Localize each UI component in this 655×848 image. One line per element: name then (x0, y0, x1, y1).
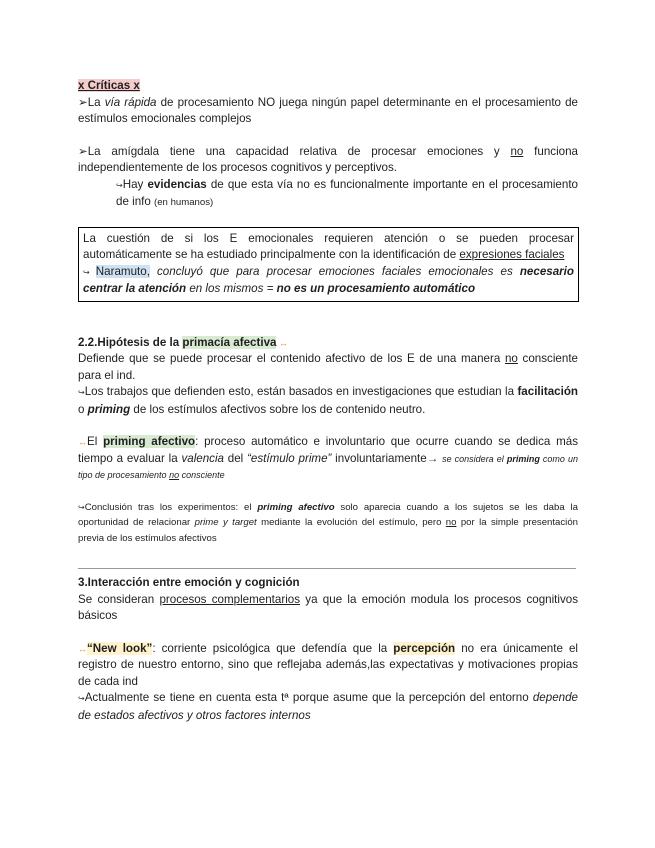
star-icon: ↔ (276, 337, 288, 348)
return-arrow-icon: ↪ (116, 180, 123, 190)
section-2-2-title: 2.2.Hipótesis de la primacía afectiva ↔ (78, 335, 288, 349)
section-3-paragraph-3: ↪Actualmente se tiene en cuenta esta tª porque asume que la percepción del entorno depende de estados afectivos y otros factores internos (78, 691, 578, 722)
section-divider (78, 568, 576, 569)
section-3-paragraph-2: ↔“New look”: corriente psicológica que defendía que la percepción no era únicamente el registro de nuestro entorno, sino que reflejaba además,las expectativas y motivaciones propias de cada ind (78, 641, 578, 688)
criticas-heading (78, 78, 578, 95)
section-2-2-paragraph-3: ↔El priming afectivo: proceso automático e involuntario que ocurre cuando se dedica más tiempo a evaluar la valencia del “estímulo prime” involuntariamente→ se considera el priming como un tipo de procesamiento no consciente (78, 435, 579, 480)
return-arrow-icon: ↪ (78, 388, 85, 397)
criticas-title: x Críticas x (78, 79, 140, 92)
criticas-paragraph-2: ➢La amígdala tiene una capacidad relativa de procesar emociones y no funciona independientemente de los procesos cognitivos y perceptivos. (78, 144, 578, 174)
return-arrow-icon: ↪ (78, 502, 85, 512)
section-2-2-paragraph-2: ↪Los trabajos que defienden esto, están basados en investigaciones que estudian la facilitación o priming de los estímulos afectivos sobre los de contenido neutro. (78, 385, 578, 416)
box-paragraph-1: La cuestión de si los E emocionales requieren atención o se pueden procesar automáticamente se ha estudiado principalmente con la identificación de expresiones faciales (83, 231, 574, 261)
star-icon: ↔ (78, 437, 87, 447)
criticas-paragraph-3: ↪Hay evidencias de que esta vía no es funcionalmente importante en el procesamiento de info (en humanos) (116, 177, 578, 208)
section-3-title: 3.Interacción entre emoción y cognición (78, 576, 300, 589)
star-icon: ↔ (78, 643, 87, 654)
document-page (78, 78, 578, 724)
criticas-paragraph-1: ➢La vía rápida de procesamiento NO juega ningún papel determinante en el procesamiento de estímulos emocionales complejos (78, 95, 578, 125)
return-arrow-icon: ↪ (83, 267, 96, 277)
return-arrow-icon: ↪ (78, 694, 85, 703)
section-2-2-paragraph-4: ↪Conclusión tras los experimentos: el priming afectivo solo aparecia cuando a los sujetos se les daba la oportunidad de relacionar prime y target mediante la evolución del estímulo, pero no por la simple presentación previa de los estímulos afectivos (78, 501, 578, 544)
section-2-2-paragraph-1: Defiende que se puede procesar el contenido afectivo de los E de una manera no consciente para el ind. (78, 352, 578, 382)
box-paragraph-2: ↪ Naramuto, concluyó que para procesar emociones faciales emocionales es necesario centrar la atención en los mismos = no es un procesamiento automático (83, 264, 574, 295)
section-3-paragraph-1: Se consideran procesos complementarios ya que la emoción modula los procesos cognitivos básicos (78, 592, 579, 622)
attention-note-box (78, 227, 579, 302)
